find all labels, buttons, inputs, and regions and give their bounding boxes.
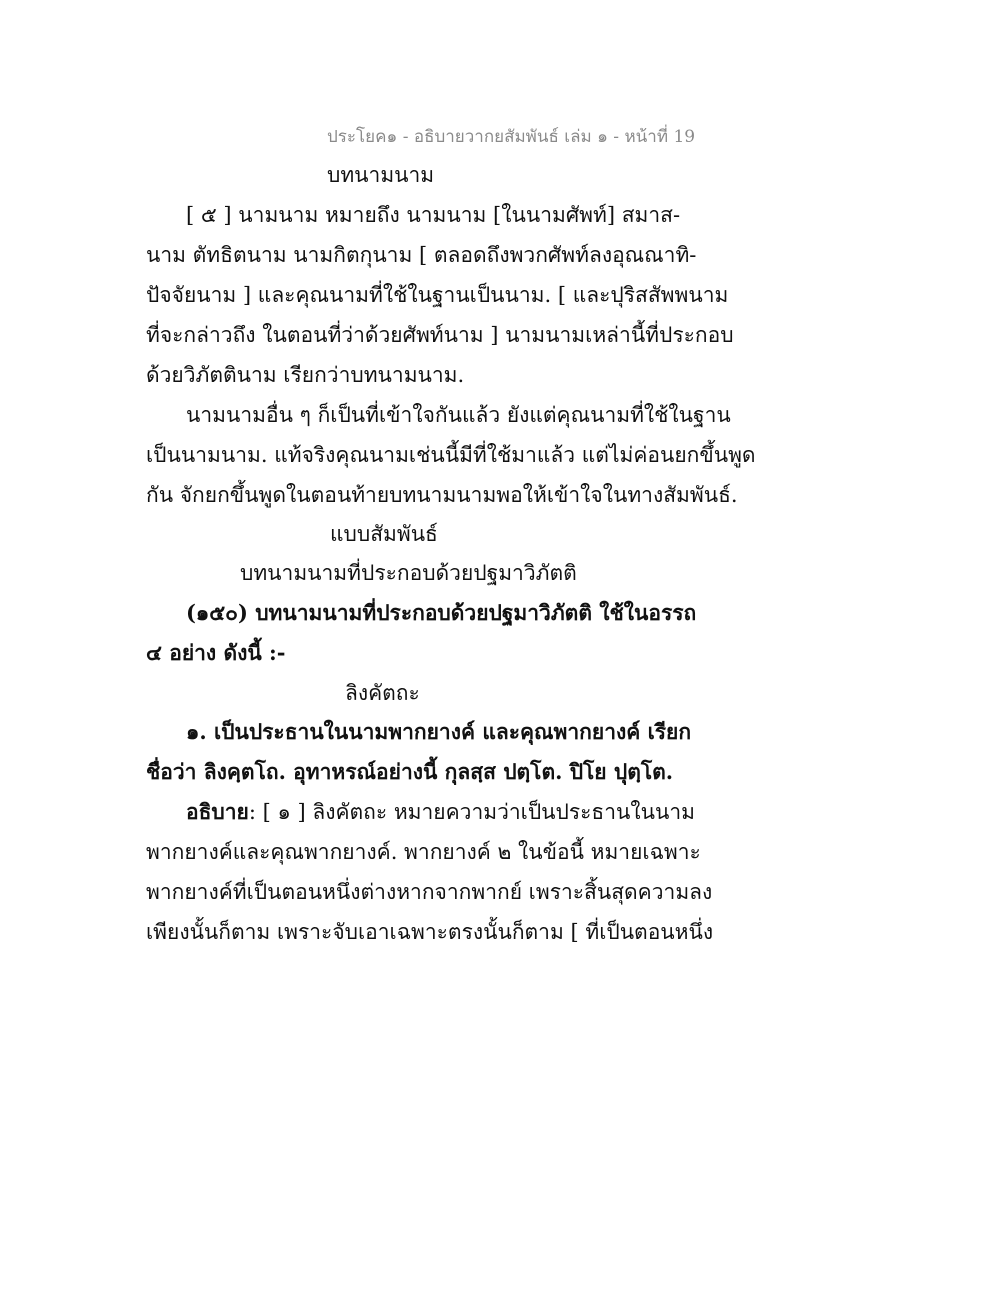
paragraph-line: ปัจจัยนาม ] และคุณนามที่ใช้ในฐานเป็นนาม. [ และปุริสสัพพนาม bbox=[146, 283, 729, 307]
subheading: ลิงคัตถะ bbox=[345, 681, 420, 705]
paragraph-line: [ ๕ ] นามนาม หมายถึง นามนาม [ในนามศัพท์] สมาส- bbox=[186, 203, 681, 227]
explanation-line bbox=[186, 797, 695, 827]
explanation-label: อธิบาย bbox=[186, 799, 249, 824]
explanation-text: : [ ๑ ] ลิงคัตถะ หมายความว่าเป็นประธานในนาม bbox=[248, 800, 695, 824]
item-line: ชื่อว่า ลิงคฺตโถ. อุทาหรณ์อย่างนี้ กุลสฺส ปตฺโต. ปิโย ปุตฺโต. bbox=[146, 759, 674, 784]
rule-line: ๔ อย่าง ดังนี้ :- bbox=[146, 640, 286, 665]
paragraph-line: กัน จักยกขึ้นพูดในตอนท้ายบทนามนามพอให้เข้าใจในทางสัมพันธ์. bbox=[146, 483, 738, 507]
paragraph-line: นาม ตัทธิตนาม นามกิตกุนาม [ ตลอดถึงพวกศัพท์ลงอุณณาทิ- bbox=[146, 243, 697, 267]
item-line: ๑. เป็นประธานในนามพากยางค์ และคุณพากยางค์ เรียก bbox=[186, 719, 692, 744]
explanation-line: พากยางค์และคุณพากยางค์. พากยางค์ ๒ ในข้อนี้ หมายเฉพาะ bbox=[146, 840, 701, 864]
paragraph-line: ที่จะกล่าวถึง ในตอนที่ว่าด้วยศัพท์นาม ] นามนามเหล่านี้ที่ประกอบ bbox=[146, 323, 734, 347]
subheading: บทนามนามที่ประกอบด้วยปฐมาวิภัตติ bbox=[240, 561, 577, 585]
paragraph-line: เป็นนามนาม. แท้จริงคุณนามเช่นนี้มีที่ใช้มาแล้ว แต่ไม่ค่อนยกขึ้นพูด bbox=[146, 443, 756, 467]
paragraph-line: ด้วยวิภัตตินาม เรียกว่าบทนามนาม. bbox=[146, 363, 465, 387]
section-title: บทนามนาม bbox=[327, 163, 435, 187]
explanation-line: พากยางค์ที่เป็นตอนหนึ่งต่างหากจากพากย์ เพราะสิ้นสุดความลง bbox=[146, 880, 713, 904]
running-header: ประโยค๑ - อธิบายวากยสัมพันธ์ เล่ม ๑ - หน้าที่ 19 bbox=[327, 127, 696, 147]
explanation-line: เพียงนั้นก็ตาม เพราะจับเอาเฉพาะตรงนั้นก็ตาม [ ที่เป็นตอนหนึ่ง bbox=[146, 920, 714, 944]
rule-line: (๑๕๐) บทนามนามที่ประกอบด้วยปฐมาวิภัตติ ใช้ในอรรถ bbox=[186, 600, 697, 625]
subheading: แบบสัมพันธ์ bbox=[330, 522, 438, 546]
paragraph-line: นามนามอื่น ๆ ก็เป็นที่เข้าใจกันแล้ว ยังแต่คุณนามที่ใช้ในฐาน bbox=[186, 403, 731, 427]
